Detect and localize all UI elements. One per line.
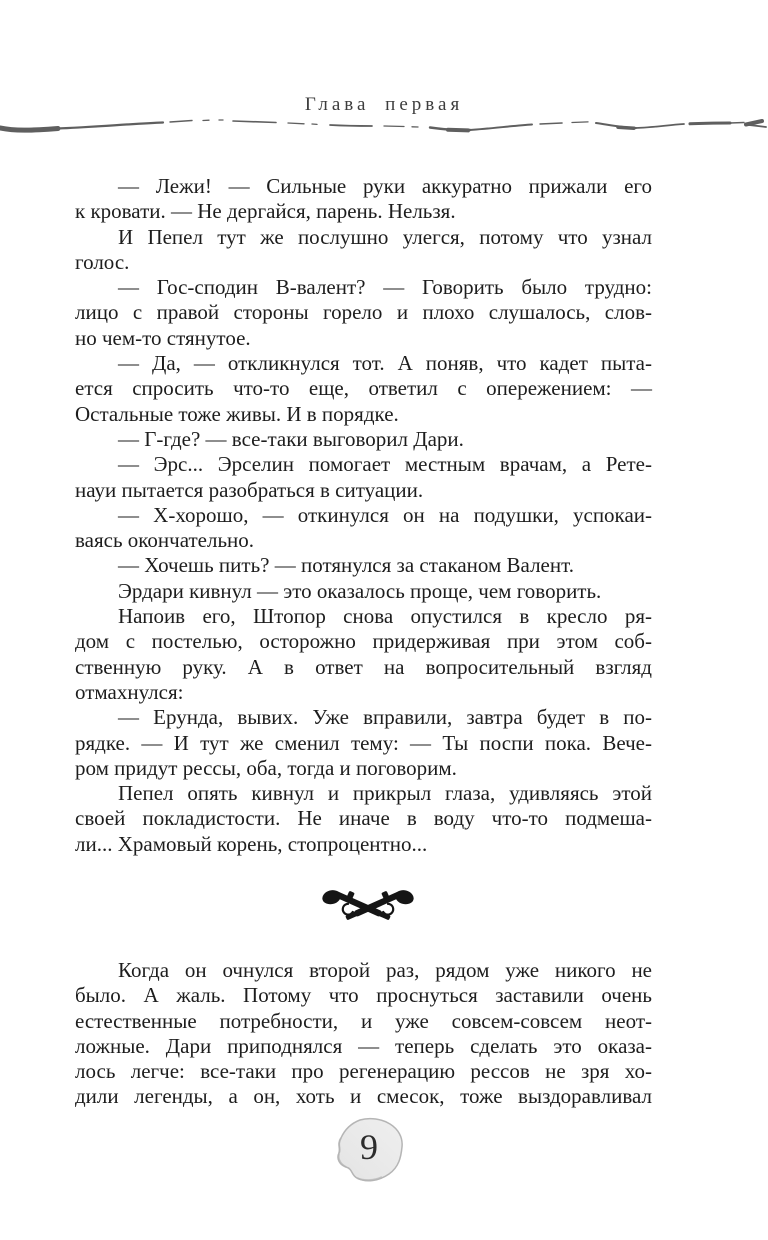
text-line: — Эрс... Эрселин помогает местным врачам, а Рете- (118, 452, 652, 477)
page-number-blob (330, 1116, 408, 1186)
text-line: Напоив его, Штопор снова опустился в кресло ря- (118, 604, 652, 629)
text-line: — Г-где? — все-таки выговорил Дари. (118, 426, 464, 451)
text-line: ложные. Дари приподнялся — теперь сделать это оказа- (75, 1033, 652, 1058)
text-line: ром придут рессы, оба, тогда и поговорим. (75, 755, 457, 780)
text-line: лицо с правой стороны горело и плохо слушалось, слов- (75, 300, 652, 325)
crossed-pistols-icon (319, 885, 417, 927)
text-line: Пепел опять кивнул и прикрыл глаза, удивляясь этой (118, 781, 652, 806)
text-line: — Лежи! — Сильные руки аккуратно прижали его (118, 174, 652, 198)
text-line: своей покладистости. Не иначе в воду что-то подмеша- (75, 806, 652, 831)
text-line: ется спросить что-то еще, ответил с опережением: — (75, 376, 652, 401)
text-line: И Пепел тут же послушно улегся, потому что узнал (118, 224, 652, 249)
text-line: к кровати. — Не дергайся, парень. Нельзя. (75, 199, 456, 224)
text-line: ственную руку. А в ответ на вопросительный взгляд (75, 654, 652, 679)
text-line: — Х-хорошо, — откинулся он на подушки, успокаи- (118, 502, 652, 527)
hand-drawn-rule-icon (0, 112, 768, 138)
text-section-1 (75, 174, 652, 857)
text-line: ли... Храмовый корень, стопроцентно... (75, 831, 428, 856)
text-line: голос. (75, 249, 130, 274)
chapter-title: Глава первая (304, 94, 464, 115)
text-line: рядке. — И тут же сменил тему: — Ты поспи пока. Вече- (75, 730, 652, 755)
text-line: — Хочешь пить? — потянулся за стаканом Валент. (118, 553, 574, 578)
text-line: дом с постелью, осторожно придерживая при этом соб- (75, 629, 652, 654)
text-line: Остальные тоже живы. И в порядке. (75, 401, 399, 426)
text-line: лось легче: все-таки про регенерацию рессов не зря хо- (75, 1059, 652, 1084)
text-line: отмахнулся: (75, 679, 184, 704)
text-line: — Да, — откликнулся тот. А поняв, что кадет пыта- (118, 351, 652, 376)
text-line: естественные потребности, и уже совсем-совсем неот- (75, 1008, 652, 1033)
text-line: ваясь окончательно. (75, 528, 255, 553)
text-section-2 (75, 958, 652, 1110)
text-line: но чем-то стянутое. (75, 325, 251, 350)
text-line: науи пытается разобраться в ситуации. (75, 477, 424, 502)
text-line: — Ерунда, вывих. Уже вправили, завтра будет в по- (118, 705, 652, 730)
text-line: — Гос-сподин В-валент? — Говорить было трудно: (118, 275, 652, 300)
text-line: было. А жаль. Потому что проснуться заставили очень (75, 983, 652, 1008)
page-number: 9 (360, 1127, 378, 1167)
text-line: Эрдари кивнул — это оказалось проще, чем говорить. (118, 578, 602, 603)
text-line: Когда он очнулся второй раз, рядом уже никого не (118, 958, 652, 982)
text-line: дили легенды, а он, хоть и смесок, тоже выздоравливал (75, 1084, 652, 1109)
